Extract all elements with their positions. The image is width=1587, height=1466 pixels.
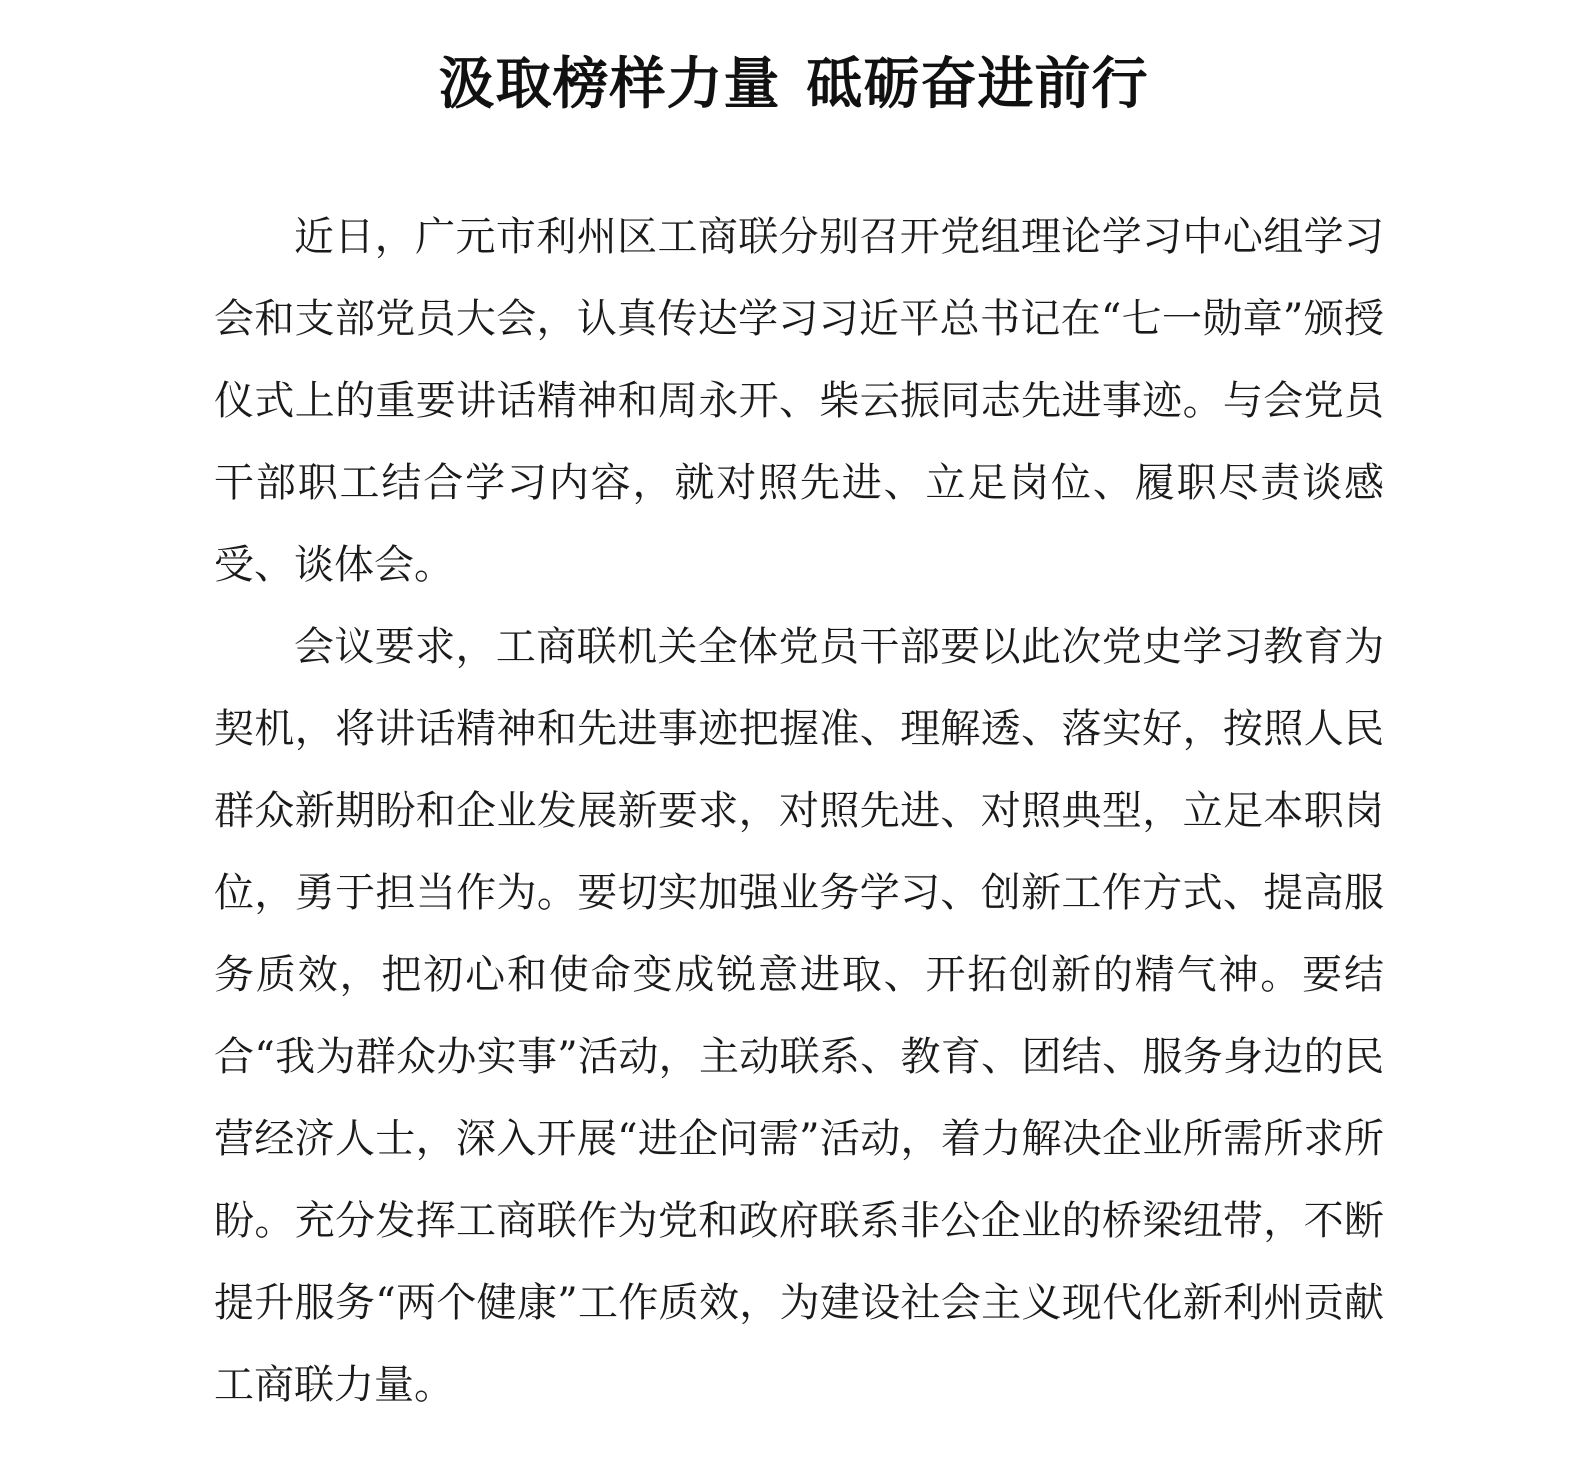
article-title [0, 44, 1587, 124]
article-title-part2: 砥砺奋进前行 [806, 50, 1149, 117]
paragraph-1: 近日，广元市利州区工商联分别召开党组理论学习中心组学习会和支部党员大会，认真传达学习习近平总书记在“七一勋章”颁授仪式上的重要讲话精神和周永开、柴云振同志先进事迹。与会党员干部职工结合学习内容，就对照先进、立足岗位、履职尽责谈感受、谈体会。 [214, 214, 1384, 588]
article-body [214, 196, 1384, 1426]
paragraph-2: 会议要求，工商联机关全体党员干部要以此次党史学习教育为契机，将讲话精神和先进事迹把握准、理解透、落实好，按照人民群众新期盼和企业发展新要求，对照先进、对照典型，立足本职岗位，勇于担当作为。要切实加强业务学习、创新工作方式、提高服务质效，把初心和使命变成锐意进取、开拓创新的精气神。要结合“我为群众办实事”活动，主动联系、教育、团结、服务身边的民营经济人士，深入开展“进企问需”活动，着力解决企业所需所求所盼。充分发挥工商联作为党和政府联系非公企业的桥梁纽带，不断提升服务“两个健康”工作质效，为建设社会主义现代化新利州贡献工商联力量。 [214, 624, 1384, 1408]
article-title-part1: 汲取榜样力量 [438, 50, 781, 117]
